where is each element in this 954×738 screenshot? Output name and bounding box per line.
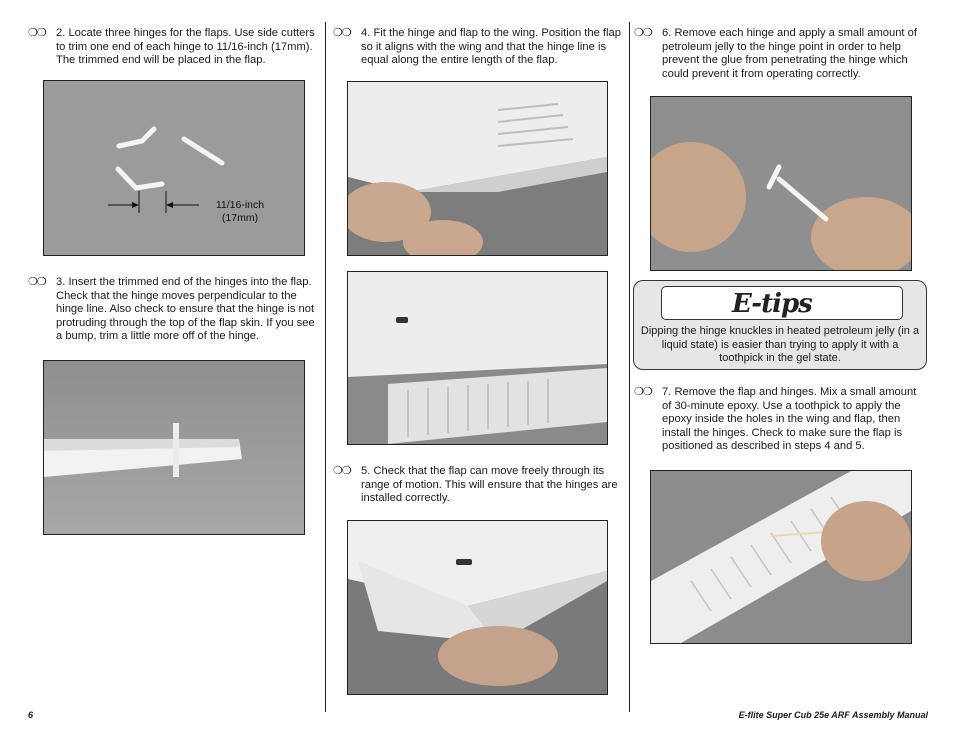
photo-fit-flap-to-wing [347,81,608,256]
checkbox-icons[interactable]: ❍❍ [333,465,351,477]
etips-banner [661,286,903,320]
step-4-text: 4. Fit the hinge and flap to the wing. Position the flap so it aligns with the wing and that the hinge line is equal along the entire length of the flap. [361,27,621,67]
step-3-text: 3. Insert the trimmed end of the hinges into the flap. Check that the hinge moves perpendicular to the hinge line. Also check to ensure that the hinge is not protruding through the top of the flap skin. If you see a bump, trim a little more off of the hinge. [56,276,315,343]
flap-hinge-photo-graphic [44,361,304,534]
hinges-photo-graphic [44,81,304,255]
motion-photo-graphic [348,521,607,694]
page-number: 6 [28,710,34,720]
wing-flap-photo-graphic [348,82,607,255]
photo-hinge-in-flap [43,360,305,535]
step-6-text: 6. Remove each hinge and apply a small amount of petroleum jelly to the hinge point in order to help prevent the glue from penetrating the hinge which could prevent it from operating correctly. [662,27,917,80]
photo-epoxy-application [650,470,912,644]
dimension-label [200,199,280,225]
manual-title: E-flite Super Cub 25e ARF Assembly Manual [738,710,928,720]
photo-hinges-trimmed [43,80,305,256]
etips-logo: E-tips [732,289,812,319]
etips-callout [633,280,927,370]
step-2-text: 2. Locate three hinges for the flaps. Use side cutters to trim one end of each hinge to 11/16-inch (17mm). The trimmed end will be placed in the flap. [56,27,315,67]
checkbox-icons[interactable]: ❍❍ [634,27,652,39]
etips-text: Dipping the hinge knuckles in heated petroleum jelly (in a liquid state) is easier than trying to apply it with a toothpick in the gel state. [640,325,920,364]
checkbox-icons[interactable]: ❍❍ [28,276,46,288]
aligned-flap-photo-graphic [348,272,607,444]
step-7-text: 7. Remove the flap and hinges. Mix a small amount of 30-minute epoxy. Use a toothpick to apply the epoxy inside the holes in the wing and flap, then install the hinges. Check to make sure the flap is positioned as described in steps 4 and 5. [662,386,917,453]
photo-flap-aligned [347,271,608,445]
photo-flap-range-of-motion [347,520,608,695]
jelly-photo-graphic [651,97,911,270]
epoxy-photo-graphic [651,471,911,643]
dimension-mm: (17mm) [221,212,259,224]
photo-petroleum-jelly [650,96,912,271]
checkbox-icons[interactable]: ❍❍ [333,27,351,39]
checkbox-icons[interactable]: ❍❍ [28,27,46,39]
column-divider-right [629,22,630,712]
step-5-text: 5. Check that the flap can move freely through its range of motion. This will ensure that the hinges are installed correctly. [361,465,618,505]
dimension-inch: 11/16-inch [215,199,265,211]
checkbox-icons[interactable]: ❍❍ [634,386,652,398]
column-divider-left [325,22,326,712]
